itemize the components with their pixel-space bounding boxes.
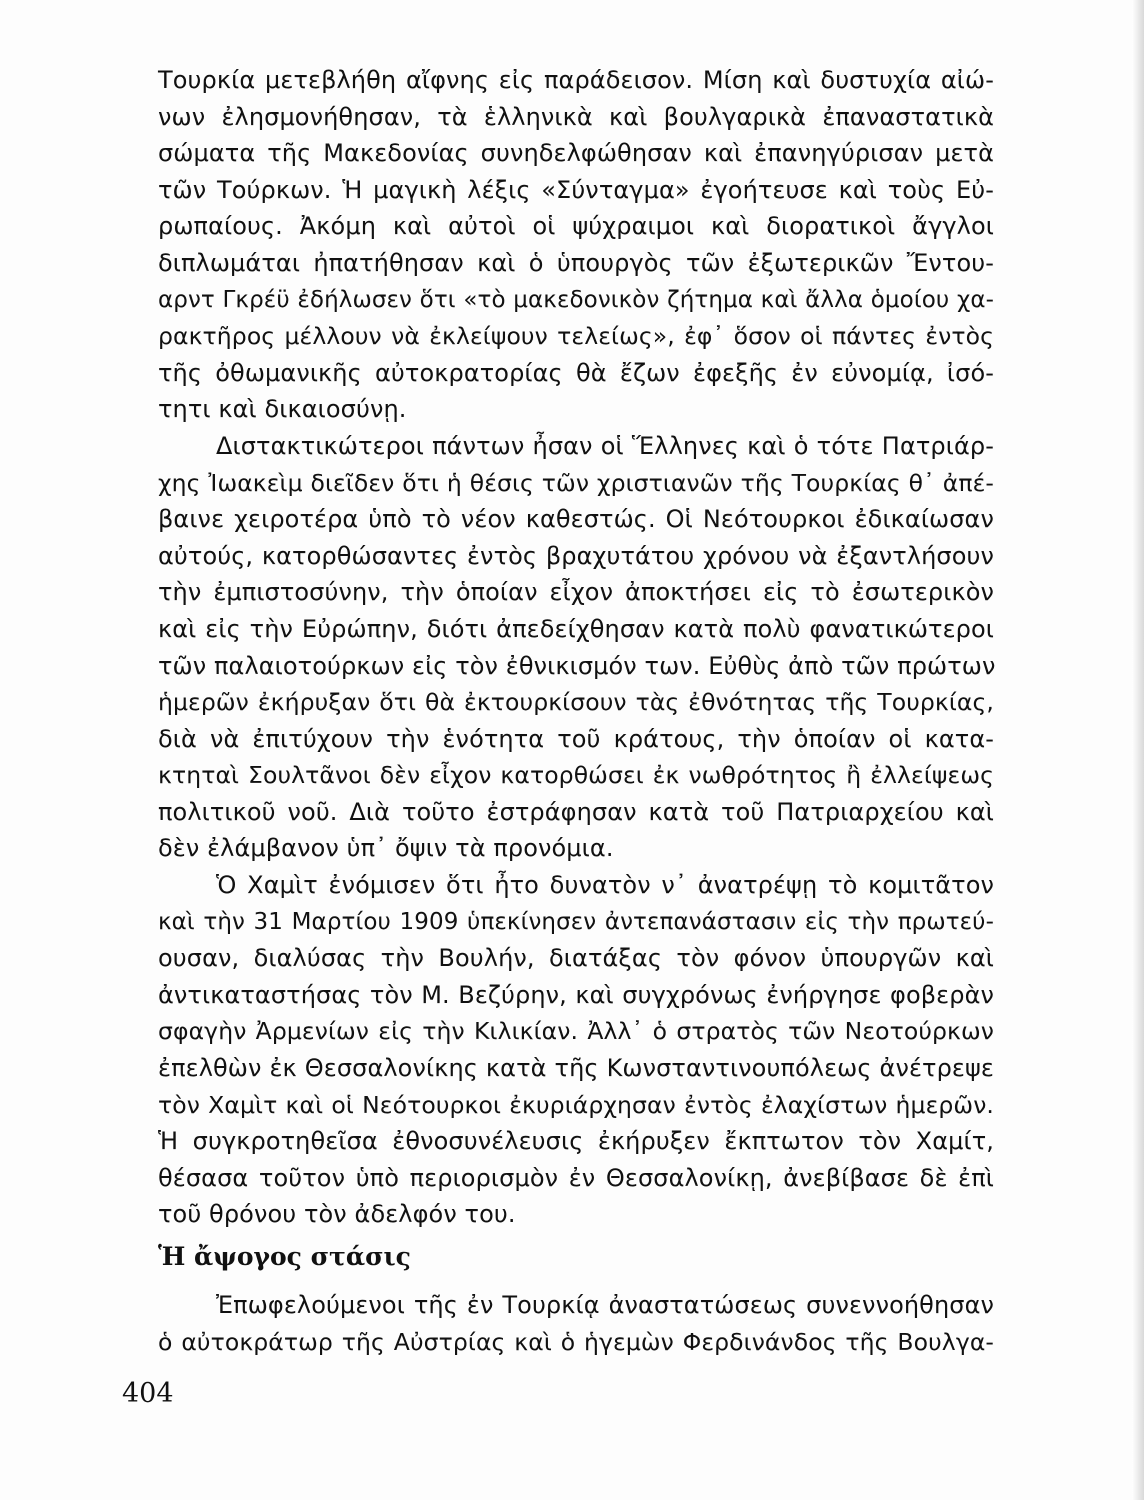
text-line: ἐπελθὼν ἐκ Θεσσαλονίκης κατὰ τῆς Κωνσταντινουπόλεως ἀνέτρεψε xyxy=(158,1054,994,1083)
text-line: σώματα τῆς Μακεδονίας συνηδελφώθησαν καὶ ἐπανηγύρισαν μετὰ xyxy=(158,139,994,168)
text-line: καὶ εἰς τὴν Εὐρώπην, διότι ἀπεδείχθησαν κατὰ πολὺ φανατικώτεροι xyxy=(158,614,994,643)
text-line: αὐτούς, κατορθώσαντες ἐντὸς βραχυτάτου χρόνου νὰ ἐξαντλήσουν xyxy=(158,541,994,570)
text-line: Ἡ συγκροτηθεῖσα ἐθνοσυνέλευσις ἐκήρυξεν ἔκπτωτον τὸν Χαμίτ, xyxy=(158,1127,994,1156)
text-line: Τουρκία μετεβλήθη αἴφνης εἰς παράδεισον. Μίση καὶ δυστυχία αἰώ- xyxy=(158,66,994,94)
text-line: θέσασα τοῦτον ὑπὸ περιορισμὸν ἐν Θεσσαλονίκῃ, ἀνεβίβασε δὲ ἐπὶ xyxy=(158,1163,994,1192)
text-line: βαινε χειροτέρα ὑπὸ τὸ νέον καθεστώς. Οἱ Νεότουρκοι ἐδικαίωσαν xyxy=(158,505,994,534)
paragraph-1 xyxy=(158,62,994,428)
text-line: ἡμερῶν ἐκήρυξαν ὅτι θὰ ἐκτουρκίσουν τὰς ἐθνότητας τῆς Τουρκίας, xyxy=(158,688,994,717)
text-line: καὶ τὴν 31 Μαρτίου 1909 ὑπεκίνησεν ἀντεπανάστασιν εἰς τὴν πρωτεύ- xyxy=(158,908,994,935)
text-line: Ὁ Χαμὶτ ἐνόμισεν ὅτι ἦτο δυνατὸν ν᾽ ἀνατρέψῃ τὸ κομιτᾶτον xyxy=(216,871,994,900)
text-line: αρντ Γκρέϋ ἐδήλωσεν ὅτι «τὸ μακεδονικὸν ζήτημα καὶ ἄλλα ὁμοίου χα- xyxy=(158,286,994,313)
paragraph-4 xyxy=(158,1287,994,1360)
text-line: Διστακτικώτεροι πάντων ἦσαν οἱ Ἕλληνες καὶ ὁ τότε Πατριάρ- xyxy=(216,431,994,460)
section-heading: Ἡ ἄψογος στάσις xyxy=(158,1242,411,1271)
text-line: ἀντικαταστήσας τὸν Μ. Βεζύρην, καὶ συγχρόνως ἐνήργησε φοβερὰν xyxy=(158,980,994,1009)
text-line: διπλωμάται ἠπατήθησαν καὶ ὁ ὑπουργὸς τῶν ἐξωτερικῶν Ἔντου- xyxy=(158,248,994,277)
text-line: κτηταὶ Σουλτᾶνοι δὲν εἶχον κατορθώσει ἐκ νωθρότητος ἢ ἐλλείψεως xyxy=(158,761,994,790)
paragraph-3 xyxy=(158,867,994,1233)
text-line: δὲν ἐλάμβανον ὑπ᾽ ὄψιν τὰ προνόμια. xyxy=(158,834,614,863)
text-line: τῆς ὀθωμανικῆς αὐτοκρατορίας θὰ ἔζων ἐφεξῆς ἐν εὐνομίᾳ, ἰσό- xyxy=(158,358,994,387)
text-line: τῶν παλαιοτούρκων εἰς τὸν ἐθνικισμόν των. Εὐθὺς ἀπὸ τῶν πρώτων xyxy=(158,651,996,680)
text-line: τὸν Χαμὶτ καὶ οἱ Νεότουρκοι ἐκυριάρχησαν ἐντὸς ἐλαχίστων ἡμερῶν. xyxy=(158,1090,994,1119)
text-block xyxy=(158,62,994,1360)
paragraph-2 xyxy=(158,428,994,867)
text-line: διὰ νὰ ἐπιτύχουν τὴν ἑνότητα τοῦ κράτους, τὴν ὁποίαν οἱ κατα- xyxy=(158,724,994,753)
text-line: ουσαν, διαλύσας τὴν Βουλήν, διατάξας τὸν φόνον ὑπουργῶν καὶ xyxy=(158,944,994,973)
text-line: πολιτικοῦ νοῦ. Διὰ τοῦτο ἐστράφησαν κατὰ τοῦ Πατριαρχείου καὶ xyxy=(158,797,994,826)
text-line: ρακτῆρος μέλλουν νὰ ἐκλείψουν τελείως», ἐφ᾽ ὅσον οἱ πάντες ἐντὸς xyxy=(158,322,994,351)
text-line: χης Ἰωακεὶμ διεῖδεν ὅτι ἡ θέσις τῶν χριστιανῶν τῆς Τουρκίας θ᾽ ἀπέ- xyxy=(158,468,994,497)
text-line: ρωπαίους. Ἀκόμη καὶ αὐτοὶ οἱ ψύχραιμοι καὶ διορατικοὶ ἄγγλοι xyxy=(158,212,994,241)
text-line: τῶν Τούρκων. Ἡ μαγικὴ λέξις «Σύνταγμα» ἐγοήτευσε καὶ τοὺς Εὐ- xyxy=(158,175,994,204)
text-line: τοῦ θρόνου τὸν ἀδελφόν του. xyxy=(158,1200,516,1229)
text-line: σφαγὴν Ἀρμενίων εἰς τὴν Κιλικίαν. Ἀλλ᾽ ὁ στρατὸς τῶν Νεοτούρκων xyxy=(158,1017,994,1046)
text-line: ὁ αὐτοκράτωρ τῆς Αὐστρίας καὶ ὁ ἡγεμὼν Φερδινάνδος τῆς Βουλγα- xyxy=(158,1327,994,1356)
page-number: 404 xyxy=(122,1378,174,1409)
text-line: νων ἐλησμονήθησαν, τὰ ἑλληνικὰ καὶ βουλγαρικὰ ἐπαναστατικὰ xyxy=(158,102,994,131)
text-line: τὴν ἐμπιστοσύνην, τὴν ὁποίαν εἶχον ἀποκτήσει εἰς τὸ ἐσωτερικὸν xyxy=(158,578,994,607)
text-line: τητι καὶ δικαιοσύνῃ. xyxy=(158,395,407,424)
page-edge-shadow xyxy=(1132,0,1144,1500)
text-line: Ἐπωφελούμενοι τῆς ἐν Τουρκίᾳ ἀναστατώσεως συνεννοήθησαν xyxy=(216,1291,994,1319)
